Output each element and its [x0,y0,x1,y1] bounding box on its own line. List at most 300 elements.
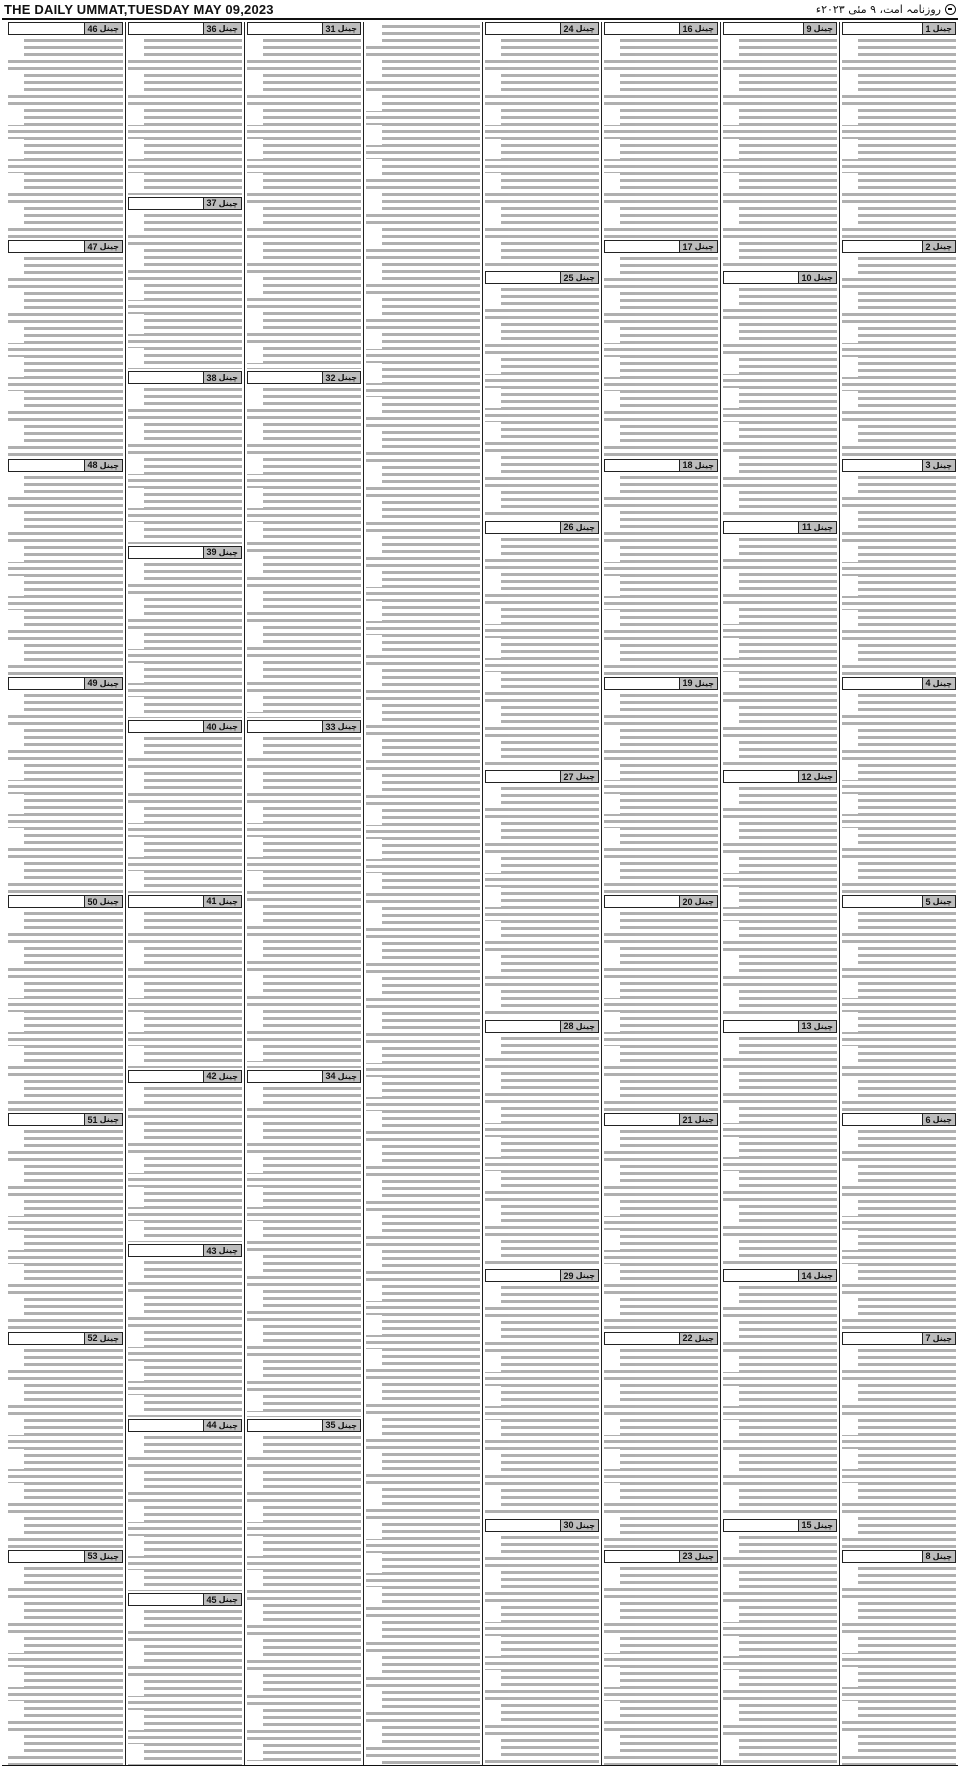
section-title [129,547,203,558]
section-label [84,1114,122,1125]
news-section [128,1244,242,1417]
section-label [922,1114,955,1125]
news-section [842,459,956,675]
section-number: 25 [563,272,574,283]
section-number: 11 [802,522,812,533]
section-title [605,241,679,252]
news-section [128,22,242,195]
section-label [798,1270,836,1281]
section-label [560,522,598,533]
news-section [485,1269,599,1516]
section-word: چینل [813,1520,833,1530]
article-body [128,1084,242,1243]
article-body [8,909,123,1111]
section-header [128,895,242,908]
section-header [604,1113,718,1126]
text-lines [128,1259,242,1417]
article-body [723,36,837,269]
section-word: چینل [218,896,238,906]
text-lines [604,910,718,1111]
section-title [486,522,560,533]
section-label [203,721,241,732]
section-title [605,460,679,471]
text-lines [723,1534,837,1766]
section-label [203,896,241,907]
section-word: چینل [932,1551,952,1561]
section-number: 14 [801,1270,812,1281]
section-label [322,721,360,732]
section-header [8,895,123,908]
article-body [604,254,718,456]
section-header [723,22,837,35]
section-word: چینل [218,722,238,732]
article-body [842,1564,956,1766]
news-section [604,677,718,893]
section-number: 23 [682,1551,693,1562]
section-title [129,198,203,209]
section-label [84,460,122,471]
section-header [485,1020,599,1033]
section-word: چینل [932,1333,952,1343]
text-lines [604,692,718,893]
section-label [922,23,955,34]
section-number: 41 [206,896,217,907]
section-word: چینل [694,1551,714,1561]
article-body [842,254,956,456]
section-label [798,1021,836,1032]
section-header [8,1332,123,1345]
news-section [723,1519,837,1766]
news-section [8,459,123,675]
masthead [2,0,958,20]
section-number: 27 [563,771,574,782]
section-number: 42 [206,1071,217,1082]
news-column [6,22,125,1766]
section-title [486,1270,560,1281]
article-body [842,473,956,675]
section-label [203,1420,241,1431]
section-word: چینل [218,373,238,383]
section-label [203,23,241,34]
text-lines [128,1608,242,1766]
section-header [128,22,242,35]
section-title [486,272,560,283]
text-lines [247,735,361,1067]
news-section [8,895,123,1111]
text-lines [604,255,718,456]
article-body [604,36,718,238]
news-section [604,240,718,456]
continued-text-block [366,22,480,1766]
section-label [203,1071,241,1082]
text-lines [128,1434,242,1592]
section-title [724,23,803,34]
text-lines [842,910,956,1111]
section-header [128,371,242,384]
section-number: 44 [206,1420,217,1431]
section-number: 53 [87,1551,98,1562]
text-lines [128,561,242,719]
text-lines [604,37,718,238]
text-lines [723,785,837,1017]
section-number: 28 [563,1021,574,1032]
text-lines [8,692,123,893]
section-title [248,1420,322,1431]
section-title [724,1520,798,1531]
news-section [604,1550,718,1766]
section-title [129,1245,203,1256]
text-lines [485,785,599,1017]
section-number: 9 [806,23,812,34]
text-lines [8,1128,123,1329]
section-label [922,460,955,471]
section-number: 40 [206,721,217,732]
section-title [605,1551,679,1562]
news-section [842,1332,956,1548]
article-body [723,535,837,768]
section-number: 19 [682,678,693,689]
article-body [8,36,123,238]
text-lines [128,1085,242,1243]
section-word: چینل [813,1021,833,1031]
article-body [485,36,599,269]
article-body [128,1433,242,1592]
section-title [9,1114,84,1125]
news-section [723,770,837,1017]
section-number: 46 [87,23,98,34]
article-body [604,473,718,675]
section-title [129,372,203,383]
news-section [604,1113,718,1329]
article-body [128,211,242,370]
article-body [247,1084,361,1417]
section-word: چینل [932,242,952,252]
news-columns [2,22,958,1766]
text-lines [8,1347,123,1548]
section-word: چینل [932,1115,952,1125]
news-section [128,895,242,1068]
text-lines [247,37,361,369]
section-label [922,678,955,689]
article-body [247,1433,361,1766]
news-section [128,720,242,893]
section-number: 39 [206,547,217,558]
section-word: چینل [932,678,952,688]
section-word: چینل [337,1420,357,1430]
article-body [485,1533,599,1766]
text-lines [723,1284,837,1516]
section-number: 48 [87,460,98,470]
section-number: 17 [682,241,693,252]
section-word: چینل [218,1595,238,1605]
news-section [842,1113,956,1329]
article-body [723,784,837,1017]
section-header [604,240,718,253]
section-word: چینل [575,522,595,532]
text-lines [128,386,242,544]
section-number: 10 [801,272,812,283]
section-label [798,1520,836,1531]
section-word: چینل [813,24,833,33]
text-lines [128,212,242,370]
section-label [84,241,122,252]
section-label [84,896,122,907]
text-lines [723,1035,837,1267]
section-word: چینل [932,24,952,33]
section-header [8,1550,123,1563]
section-header [485,521,599,534]
section-number: 22 [682,1333,693,1343]
section-label [679,1114,717,1125]
text-lines [485,37,599,269]
section-number: 50 [87,896,98,907]
article-body [604,1564,718,1766]
section-word: چینل [575,24,595,33]
article-body [128,385,242,544]
section-number: 16 [682,23,693,34]
section-word: چینل [575,1520,595,1530]
section-number: 38 [206,372,217,383]
text-lines [8,474,123,675]
section-header [604,459,718,472]
section-header [842,459,956,472]
section-header [485,271,599,284]
section-header [485,770,599,783]
section-header [604,895,718,908]
news-section [485,770,599,1017]
news-section [842,22,956,238]
section-word: چینل [575,1021,595,1031]
section-header [842,1550,956,1563]
section-header [485,1519,599,1532]
section-header [247,1070,361,1083]
section-header [128,1070,242,1083]
section-label [560,1021,598,1032]
text-lines [723,286,837,518]
article-body [128,1607,242,1766]
section-label [560,771,598,782]
article-body [485,285,599,518]
section-title [605,23,679,34]
section-header [723,521,837,534]
section-label [798,272,836,283]
section-word: چینل [99,24,119,33]
section-label [679,678,717,689]
article-body [723,285,837,518]
section-number: 7 [925,1333,931,1343]
article-body [723,1283,837,1516]
text-lines [128,910,242,1068]
article-body [128,734,242,893]
text-lines [842,255,956,456]
text-lines [8,37,123,238]
news-section [485,1020,599,1267]
article-body [842,36,956,238]
section-header [842,677,956,690]
news-section [604,22,718,238]
section-label [798,771,836,782]
section-word: چینل [932,460,952,470]
section-title [843,896,922,907]
section-title [9,1551,84,1562]
section-label [560,1520,598,1531]
section-title [129,721,203,732]
article-body [842,691,956,893]
section-title [486,771,560,782]
text-lines [366,23,480,1766]
section-title [9,460,84,471]
text-lines [8,1565,123,1766]
section-title [9,23,84,34]
section-word: چینل [694,897,714,906]
news-section [8,1332,123,1548]
section-header [723,271,837,284]
section-word: چینل [99,242,119,252]
text-lines [842,37,956,238]
section-title [486,1520,560,1531]
section-number: 29 [563,1270,574,1281]
section-word: چینل [218,1420,238,1430]
section-word: چینل [218,547,238,557]
news-section [723,22,837,269]
section-label [679,896,717,907]
section-number: 20 [682,896,693,907]
section-word: چینل [813,1271,833,1281]
news-section [842,895,956,1111]
article-body [485,535,599,768]
article-body [842,1127,956,1329]
news-section [485,521,599,768]
section-word: چینل [99,460,119,470]
section-label [679,241,717,252]
news-column [125,22,244,1766]
section-label [322,1071,360,1082]
section-label [798,522,836,533]
article-body [8,691,123,893]
news-section [842,677,956,893]
article-body [485,1283,599,1516]
news-column [244,22,363,1766]
news-section [604,895,718,1111]
text-lines [485,1534,599,1766]
section-number: 35 [325,1420,336,1431]
section-title [248,1071,322,1082]
news-section [8,677,123,893]
article-body [604,1346,718,1548]
article-body [366,22,480,1766]
section-title [248,23,322,34]
section-word: چینل [694,1115,714,1125]
section-title [129,896,203,907]
section-word: چینل [932,897,952,906]
news-column [839,22,958,1766]
section-header [128,546,242,559]
section-header [842,895,956,908]
urdu-title-group [816,3,956,16]
section-header [247,720,361,733]
section-label [84,1333,122,1344]
section-word: چینل [575,1271,595,1281]
section-number: 26 [563,522,574,533]
section-title [843,1551,922,1562]
section-title [9,678,84,689]
section-header [8,459,123,472]
section-title [129,1071,203,1082]
section-number: 1 [925,23,931,34]
section-word: چینل [694,242,714,252]
text-lines [128,735,242,893]
section-label [560,23,598,34]
article-body [604,909,718,1111]
section-number: 47 [87,241,98,252]
text-lines [247,1085,361,1417]
section-label [322,1420,360,1431]
article-body [604,691,718,893]
article-body [128,36,242,195]
text-lines [604,1128,718,1329]
news-section [485,22,599,269]
article-body [8,1127,123,1329]
section-header [723,770,837,783]
news-section [247,1070,361,1417]
section-header [128,1593,242,1606]
news-section [8,22,123,238]
news-section [604,459,718,675]
section-number: 15 [801,1520,812,1531]
news-section [8,1550,123,1766]
section-label [679,460,717,471]
section-label [84,23,122,34]
article-body [247,734,361,1067]
section-label [84,678,122,689]
section-label [803,23,836,34]
section-header [485,1269,599,1282]
section-word: چینل [813,522,833,532]
section-header [8,22,123,35]
section-title [843,23,922,34]
text-lines [604,1565,718,1766]
section-number: 37 [206,198,217,209]
section-label [679,23,717,34]
section-header [604,1332,718,1345]
text-lines [604,474,718,675]
news-section [128,1070,242,1243]
text-lines [485,536,599,768]
section-header [842,1113,956,1126]
text-lines [604,1347,718,1548]
section-title [724,771,798,782]
section-word: چینل [99,1333,119,1343]
urdu-title: روزنامہ امت، ۹ مئی ۲۰۲۳ء [815,2,941,16]
article-body [247,36,361,369]
section-number: 3 [925,460,931,470]
article-body [485,1034,599,1267]
english-title: THE DAILY UMMAT,TUESDAY MAY 09,2023 [4,1,274,17]
section-word: چینل [337,373,357,383]
news-section [247,371,361,718]
section-label [203,372,241,383]
news-section [128,1419,242,1592]
news-section [485,271,599,518]
section-label [203,547,241,558]
section-number: 4 [925,678,931,689]
section-title [9,1333,84,1344]
article-body [723,1533,837,1766]
section-number: 2 [925,241,931,252]
news-section [723,1269,837,1516]
section-label [203,198,241,209]
section-header [842,240,956,253]
